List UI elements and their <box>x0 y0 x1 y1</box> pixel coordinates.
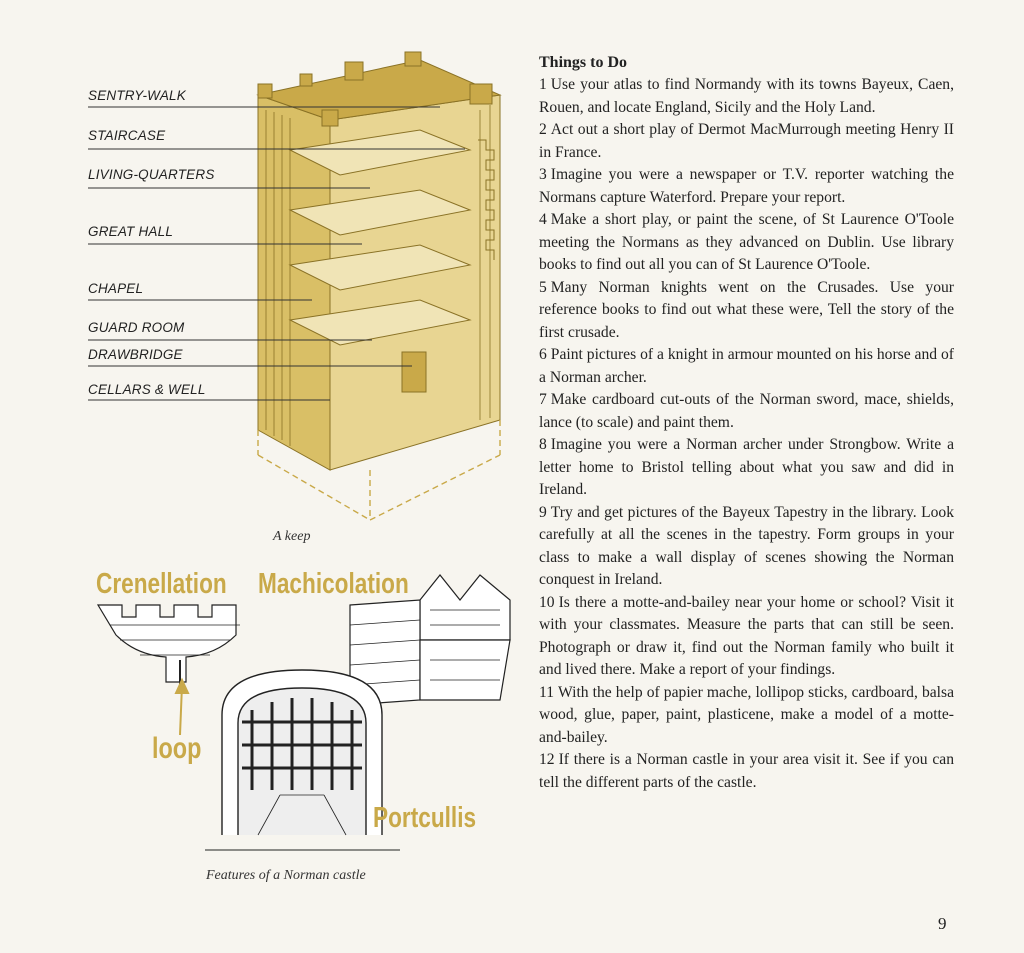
things-to-do-section <box>539 54 954 794</box>
label-great-hall: GREAT HALL <box>88 224 174 239</box>
things-to-do-heading: Things to Do <box>539 54 628 71</box>
item-text: Is there a motte-and-bailey near your home or school? Visit it with your classmates. Measure the parts that can still be seen. Photograph or draw it, find out the Norman family who built it and lived there. Make a report of your findings. <box>539 593 954 678</box>
item-text: Make a short play, or paint the scene, of St Laurence O'Toole meeting the Normans as they advanced on Dublin. Use library books to find out all you can of St Laurence O'Toole. <box>539 211 954 273</box>
list-item <box>539 277 954 345</box>
portcullis-drawing <box>205 670 400 850</box>
item-number: 5 <box>539 278 547 296</box>
item-number: 11 <box>539 683 555 701</box>
list-item <box>539 119 954 164</box>
list-item <box>539 344 954 389</box>
features-caption: Features of a Norman castle <box>206 868 366 883</box>
list-item <box>539 434 954 502</box>
label-living-quarters: LIVING-QUARTERS <box>88 167 215 182</box>
list-item <box>539 389 954 434</box>
keep-caption: A keep <box>273 529 311 544</box>
item-text: Act out a short play of Dermot MacMurrough meeting Henry II in France. <box>539 121 954 161</box>
list-item <box>539 209 954 277</box>
item-number: 9 <box>539 503 547 521</box>
page-number: 9 <box>938 914 947 933</box>
list-item <box>539 502 954 592</box>
list-item <box>539 592 954 682</box>
list-item <box>539 74 954 119</box>
item-number: 12 <box>539 751 555 768</box>
loop-label: loop <box>152 732 202 765</box>
item-text: Many Norman knights went on the Crusades. Use your reference books to find out what these were, Tell the story of the first crusade. <box>539 278 954 341</box>
list-item <box>539 749 954 794</box>
crenellation-drawing <box>98 605 240 684</box>
things-to-do-list <box>539 74 954 794</box>
item-text: If there is a Norman castle in your area visit it. See if you can tell the different parts of the castle. <box>539 751 954 791</box>
item-number: 2 <box>539 121 547 138</box>
item-text: Try and get pictures of the Bayeux Tapestry in the library. Look carefully at all the scenes in the tapestry. Form groups in your class to make a wall display of scenes showing the Norman conquest in Ireland. <box>539 503 954 588</box>
item-text: With the help of papier mache, lollipop sticks, cardboard, balsa wood, glue, paper, paint, plasticene, make a model of a motte-and-bailey. <box>539 683 954 746</box>
item-text: Imagine you were a Norman archer under Strongbow. Write a letter home to Bristol telling about what you saw and did in Ireland. <box>539 436 954 498</box>
item-number: 1 <box>539 76 547 93</box>
item-number: 3 <box>539 166 547 183</box>
item-text: Use your atlas to find Normandy with its towns Bayeux, Caen, Rouen, and locate England, Sicily and the Holy Land. <box>539 76 954 116</box>
item-number: 4 <box>539 211 547 228</box>
label-staircase: STAIRCASE <box>88 128 166 143</box>
label-sentry-walk: SENTRY-WALK <box>88 88 186 103</box>
item-text: Make cardboard cut-outs of the Norman sword, mace, shields, lance (to scale) and paint them. <box>539 391 954 431</box>
list-item <box>539 682 954 750</box>
crenellation-label: Crenellation <box>96 568 227 600</box>
label-guard-room: GUARD ROOM <box>88 320 185 335</box>
item-number: 8 <box>539 436 547 453</box>
item-number: 6 <box>539 346 547 363</box>
item-number: 10 <box>539 593 555 611</box>
machicolation-label: Machicolation <box>258 568 409 600</box>
item-text: Paint pictures of a knight in armour mounted on his horse and of a Norman archer. <box>539 346 954 386</box>
item-number: 7 <box>539 391 547 408</box>
label-cellars-well: CELLARS & WELL <box>88 382 206 397</box>
item-text: Imagine you were a newspaper or T.V. reporter watching the Normans capture Waterford. Prepare your report. <box>539 166 954 206</box>
list-item <box>539 164 954 209</box>
label-drawbridge: DRAWBRIDGE <box>88 347 183 362</box>
label-chapel: CHAPEL <box>88 281 144 296</box>
portcullis-label: Portcullis <box>373 802 477 834</box>
